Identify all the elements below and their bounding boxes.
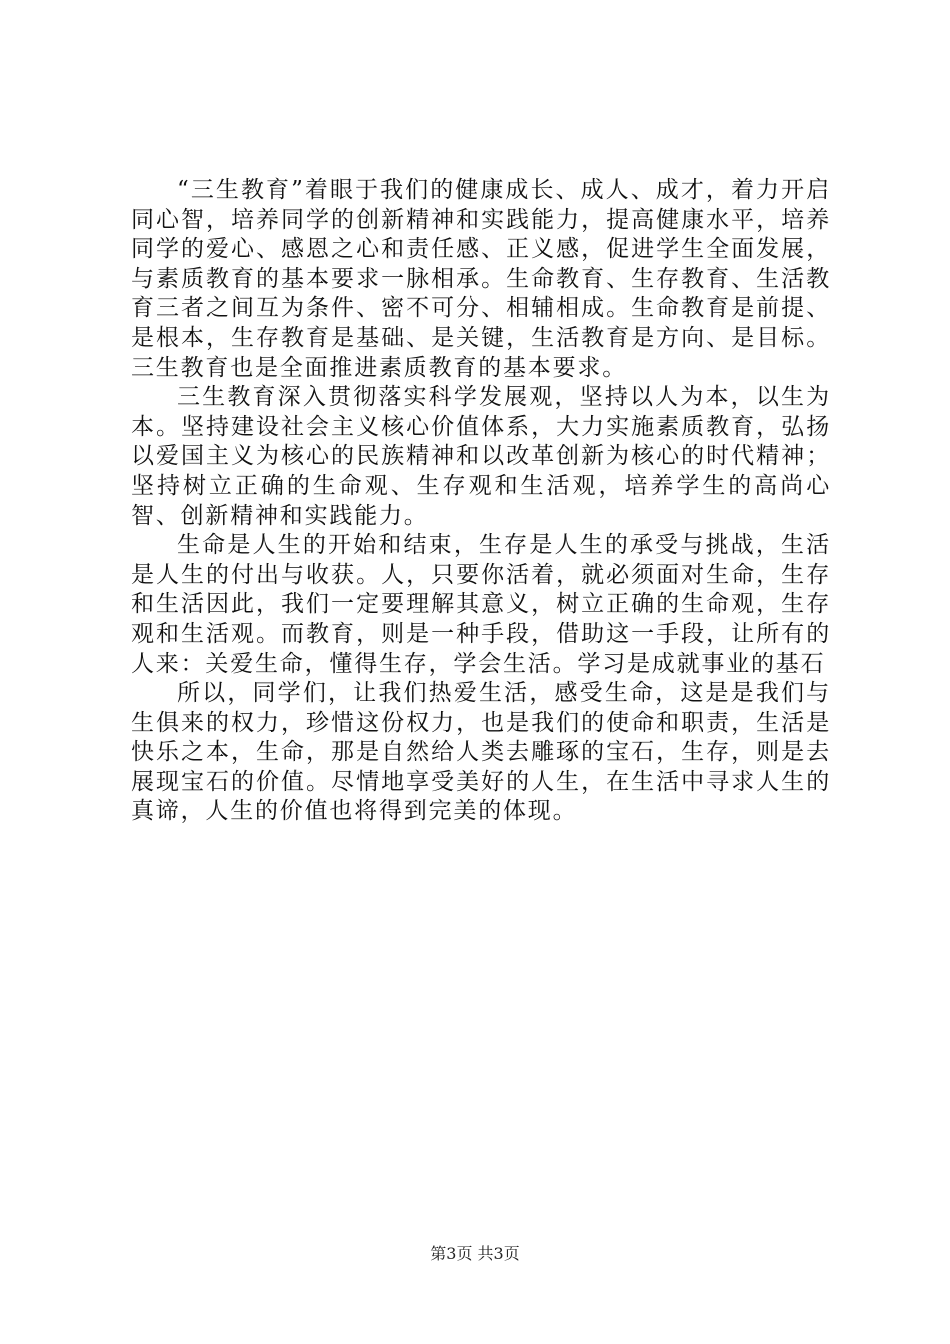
document-body <box>131 176 831 827</box>
paragraph: 三生教育深入贯彻落实科学发展观，坚持以人为本，以生为本。坚持建设社会主义核心价值体系，大力实施素质教育，弘扬以爱国主义为核心的民族精神和以改革创新为核心的时代精神；坚持树立正确的生命观、生存观和生活观，培养学生的高尚心智、创新精神和实践能力。 <box>131 384 831 529</box>
paragraph: “三生教育”着眼于我们的健康成长、成人、成才，着力开启同心智，培养同学的创新精神和实践能力，提高健康水平，培养同学的爱心、感恩之心和责任感、正义感，促进学生全面发展，与素质教育的基本要求一脉相承。生命教育、生存教育、生活教育三者之间互为条件、密不可分、相辅相成。生命教育是前提、是根本，生存教育是基础、是关键，生活教育是方向、是目标。三生教育也是全面推进素质教育的基本要求。 <box>131 177 831 381</box>
page-number-footer: 第3页 共3页 <box>430 1244 520 1263</box>
paragraph: 所以，同学们，让我们热爱生活，感受生命，这是是我们与生俱来的权力，珍惜这份权力，也是我们的使命和职责，生活是快乐之本，生命，那是自然给人类去雕琢的宝石，生存，则是去展现宝石的价值。尽情地享受美好的人生，在生活中寻求人生的真谛，人生的价值也将得到完美的体现。 <box>131 680 831 825</box>
paragraph: 生命是人生的开始和结束，生存是人生的承受与挑战，生活是人生的付出与收获。人，只要你活着，就必须面对生命，生存和生活因此，我们一定要理解其意义，树立正确的生命观，生存观和生活观。而教育，则是一种手段，借助这一手段，让所有的人来：关爱生命，懂得生存，学会生活。学习是成就事业的基石 <box>131 532 831 677</box>
